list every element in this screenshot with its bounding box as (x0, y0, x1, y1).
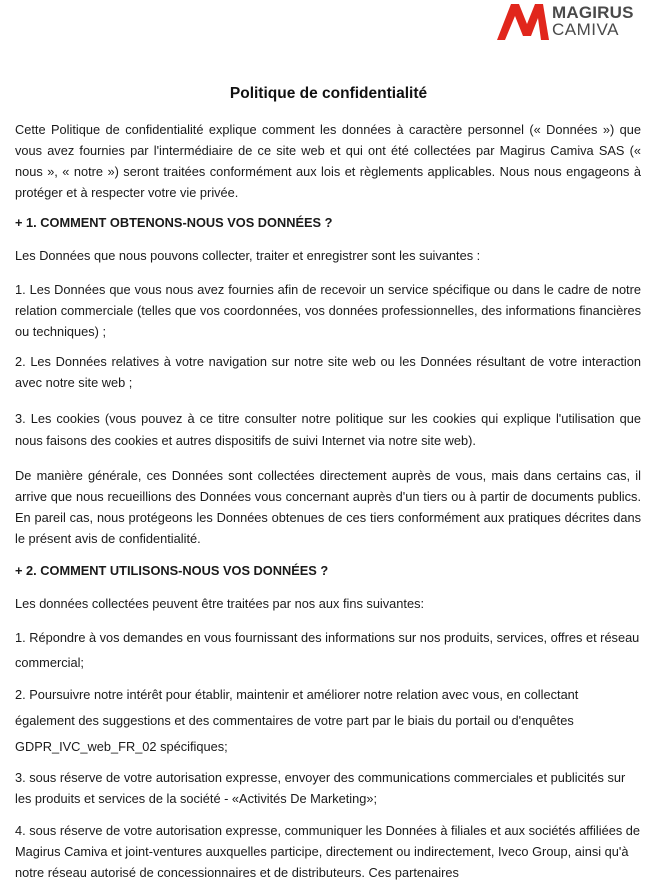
section-1-item-2: 2. Les Données relatives à votre navigation sur notre site web ou les Données résultant de votre interaction avec notre site web ; (15, 354, 641, 390)
section-2-heading: + 2. COMMENT UTILISONS-NOUS VOS DONNÉES ? (15, 563, 329, 578)
section-2-item-3: 3. sous réserve de votre autorisation expresse, envoyer des communications commerciales et publicités sur les produits et services de la société - «Activités De Marketing»; (15, 770, 626, 806)
section-2-lead: Les données collectées peuvent être traitées par nos aux fins suivantes: (15, 596, 425, 611)
section-1-item-1: 1. Les Données que vous nous avez fournies afin de recevoir un service spécifique ou dans le cadre de notre relation commerciale (telles que vos coordonnées, vos données professionnelles, des informations financières ou techniques) ; (15, 282, 641, 339)
section-1-item-3: 3. Les cookies (vous pouvez à ce titre consulter notre politique sur les cookies qui explique l'utilisation que nous faisons des cookies et autres dispositifs de suivi Internet via notre site web). (15, 411, 641, 448)
section-2-item-4: 4. sous réserve de votre autorisation expresse, communiquer les Données à filiales et aux sociétés affiliées de Magirus Camiva et joint-ventures auxquelles participe, directement ou indirectement, Iveco Group, ainsi qu'à notre réseau autorisé de concessionnaires et de distributeurs. Ces partenaires (15, 823, 641, 880)
brand-name-top: MAGIRUS (552, 3, 634, 22)
document-body (15, 119, 641, 883)
section-1-heading: + 1. COMMENT OBTENONS-NOUS VOS DONNÉES ? (15, 215, 333, 230)
section-2-item-1: 1. Répondre à vos demandes en vous fournissant des informations sur nos produits, services, offres et réseau commercial; (15, 630, 640, 670)
section-2-item-2: 2. Poursuivre notre intérêt pour établir, maintenir et améliorer notre relation avec vous, en collectant également des suggestions et des commentaires de votre part par le biais du portail ou d'enquêtes GDPR_IVC_web_FR_02 spécifiques; (15, 687, 579, 754)
page-title: Politique de confidentialité (229, 85, 428, 102)
section-1-lead: Les Données que nous pouvons collecter, traiter et enregistrer sont les suivantes : (15, 248, 481, 263)
brand-name-bottom: CAMIVA (552, 20, 619, 39)
magirus-logo-mark-icon (497, 2, 549, 42)
brand-logo (497, 0, 647, 42)
section-1-closing: De manière générale, ces Données sont collectées directement auprès de vous, mais dans certains cas, il arrive que nous recueillions des Données vous concernant auprès d'un tiers ou à partir de documents publics. En pareil cas, nous protégeons les Données obtenues de ces tiers conformément aux pratiques décrites dans le présent avis de confidentialité. (15, 468, 641, 546)
intro-paragraph: Cette Politique de confidentialité explique comment les données à caractère personnel (« Données ») que vous avez fournies par l'intermédiaire de ce site web et qui ont été collectées par Magirus Camiva SAS (« nous », « notre ») seront traitées conformément aux lois et règlements applicables. Nous nous engageons à protéger et à respecter votre vie privée. (15, 122, 641, 200)
